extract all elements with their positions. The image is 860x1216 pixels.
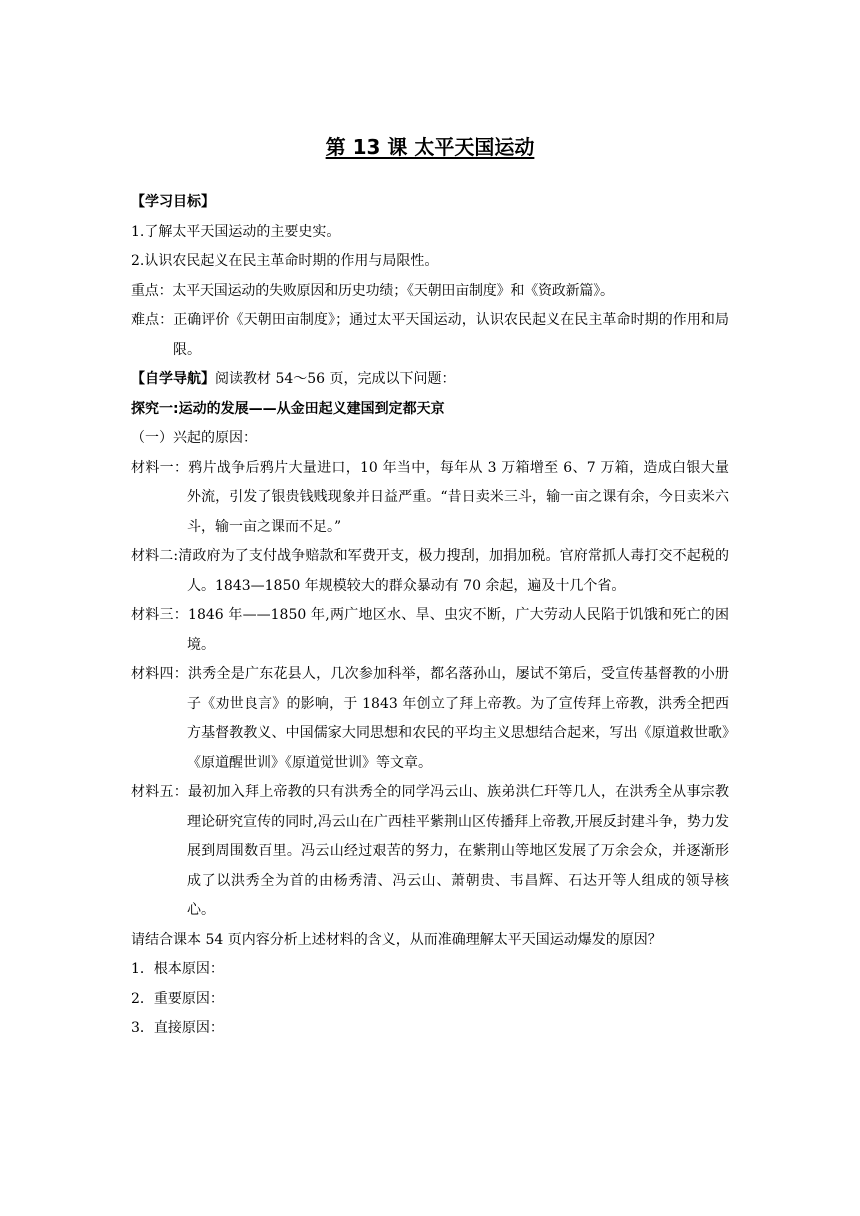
lesson-title: 第 13 课 太平天国运动 <box>325 135 535 159</box>
answer-root-cause: 1．根本原因： <box>131 961 224 977</box>
answer-important-cause: 2．重要原因： <box>131 990 224 1007</box>
objective-item-1: 1.了解太平天国运动的主要史实。 <box>131 223 341 240</box>
material-1: 材料一：鸦片战争后鸦片大量进口，10 年当中，每年从 3 万箱增至 6、7 万箱，造成白银大量外流，引发了银贵钱贱现象并日益严重。“昔日卖米三斗，输一亩之课有余，今日卖米六斗，输一亩之课而不足。” <box>131 459 729 535</box>
key-point: 重点：太平天国运动的失败原因和历史功绩；《天朝田亩制度》和《资政新篇》。 <box>131 282 614 299</box>
analysis-question: 请结合课本 54 页内容分析上述材料的含义，从而准确理解太平天国运动爆发的原因？ <box>131 931 662 948</box>
guide-text: 阅读教材 54～56 页，完成以下问题： <box>215 371 456 387</box>
objectives-heading: 【学习目标】 <box>131 194 215 210</box>
material-3: 材料三：1846 年——1850 年,两广地区水、旱、虫灾不断，广大劳动人民陷于饥饿和死亡的困境。 <box>131 607 729 653</box>
material-4: 材料四：洪秀全是广东花县人，几次参加科举，都名落孙山，屡试不第后，受宣传基督教的小册子《劝世良言》的影响，于 1843 年创立了拜上帝教。为了宣传拜上帝教，洪秀全把西方基督教教义、中国儒家大同思想和农民的平均主义思想结合起来，写出《原道救世歌》《原道醒世训》《原道觉世训》等文章。 <box>131 666 729 771</box>
document-body <box>131 188 729 1044</box>
material-5: 材料五：最初加入拜上帝教的只有洪秀全的同学冯云山、族弟洪仁玕等几人，在洪秀全从事宗教理论研究宣传的同时,冯云山在广西桂平紫荆山区传播拜上帝教,开展反封建斗争，势力发展到周围数百里。冯云山经过艰苦的努力，在紫荆山等地区发展了万余会众，并逐渐形成了以洪秀全为首的由杨秀清、冯云山、萧朝贵、韦昌辉、石达开等人组成的领导核心。 <box>131 784 729 918</box>
material-2: 材料二:清政府为了支付战争赔款和军费开支，极力搜刮，加捐加税。官府常抓人毒打交不起税的人。1843—1850 年规模较大的群众暴动有 70 余起，遍及十几个省。 <box>131 548 729 594</box>
answer-direct-cause: 3．直接原因： <box>131 1020 224 1036</box>
section-title: （一）兴起的原因： <box>131 430 257 446</box>
objective-item-2: 2.认识农民起义在民主革命时期的作用与局限性。 <box>131 253 439 269</box>
guide-heading: 【自学导航】 <box>131 371 215 387</box>
difficult-point: 难点：正确评价《天朝田亩制度》；通过太平天国运动，认识农民起义在民主革命时期的作用和局限。 <box>131 312 729 358</box>
inquiry-title: 探究一:运动的发展——从金田起义建国到定都天京 <box>131 400 445 417</box>
self-study-guide <box>131 365 729 395</box>
